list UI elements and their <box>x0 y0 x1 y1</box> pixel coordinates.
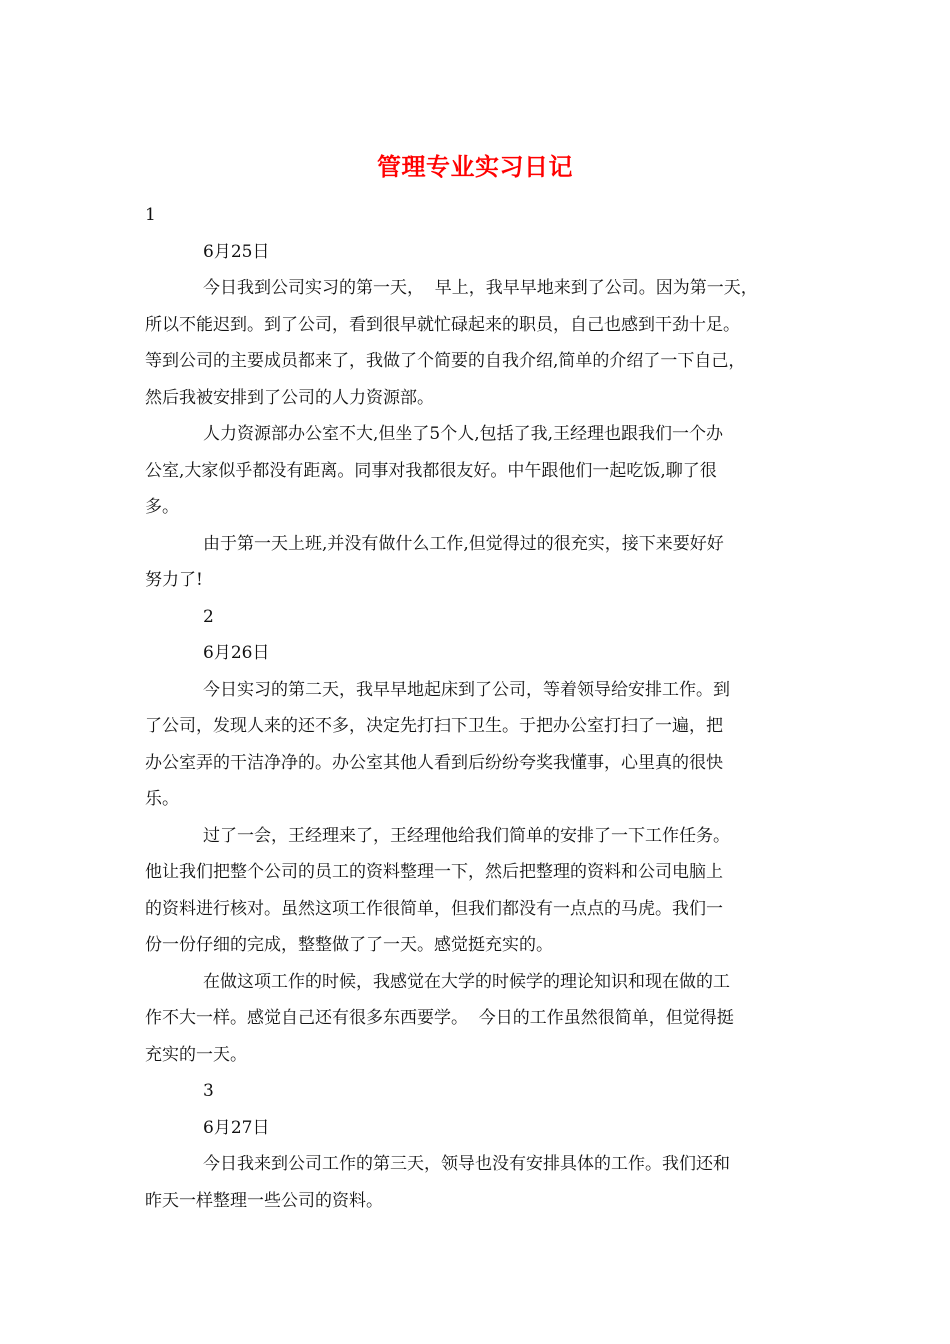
text-line: 充实的一天。 <box>145 1044 247 1065</box>
text-line: 然后我被安排到了公司的人力资源部。 <box>145 387 434 408</box>
text-line: 多。 <box>145 497 179 517</box>
text-line: 6月26日 <box>203 643 270 663</box>
text-line: 人力资源部办公室不大,但坐了5个人,包括了我,王经理也跟我们一个办 <box>203 424 724 444</box>
text-line: 今日我来到公司工作的第三天，领导也没有安排具体的工作。我们还和 <box>203 1154 730 1174</box>
text-line: 过了一会，王经理来了，王经理他给我们简单的安排了一下工作任务。 <box>203 825 730 846</box>
text-line: 他让我们把整个公司的员工的资料整理一下，然后把整理的资料和公司电脑上 <box>145 862 723 882</box>
text-line: 了公司，发现人来的还不多，决定先打扫下卫生。于把办公室打扫了一遍，把 <box>145 716 723 736</box>
text-line: 所以不能迟到。到了公司，看到很早就忙碌起来的职员，自己也感到干劲十足。 <box>145 314 740 335</box>
text-line: 1 <box>145 205 156 225</box>
text-line: 今日我到公司实习的第一天， 早上，我早早地来到了公司。因为第一天， <box>203 278 758 298</box>
text-line: 2 <box>203 606 214 627</box>
text-line: 6月25日 <box>203 241 270 262</box>
text-line: 等到公司的主要成员都来了，我做了个简要的自我介绍,简单的介绍了一下自己， <box>145 351 746 371</box>
text-line: 的资料进行核对。虽然这项工作很简单，但我们都没有一点点的马虎。我们一 <box>145 898 723 919</box>
document-title: 管理专业实习日记 <box>377 152 573 181</box>
text-line: 3 <box>203 1081 214 1101</box>
text-line: 由于第一天上班,并没有做什么工作,但觉得过的很充实，接下来要好好 <box>203 533 724 554</box>
document-body <box>145 197 805 1219</box>
text-line: 份一份仔细的完成，整整做了了一天。感觉挺充实的。 <box>145 935 553 955</box>
text-line: 在做这项工作的时候，我感觉在大学的时候学的理论知识和现在做的工 <box>203 971 730 992</box>
text-line: 6月27日 <box>203 1117 270 1138</box>
text-line: 公室,大家似乎都没有距离。同事对我都很友好。中午跟他们一起吃饭,聊了很 <box>145 460 717 481</box>
text-line: 办公室弄的干洁净净的。办公室其他人看到后纷纷夸奖我懂事，心里真的很快 <box>145 752 723 773</box>
text-line: 努力了! <box>145 570 203 590</box>
text-line: 作不大一样。感觉自己还有很多东西要学。 今日的工作虽然很简单，但觉得挺 <box>145 1008 734 1028</box>
text-line: 乐。 <box>145 789 179 809</box>
text-line: 昨天一样整理一些公司的资料。 <box>145 1190 383 1211</box>
text-line: 今日实习的第二天，我早早地起床到了公司，等着领导给安排工作。到 <box>203 679 730 700</box>
